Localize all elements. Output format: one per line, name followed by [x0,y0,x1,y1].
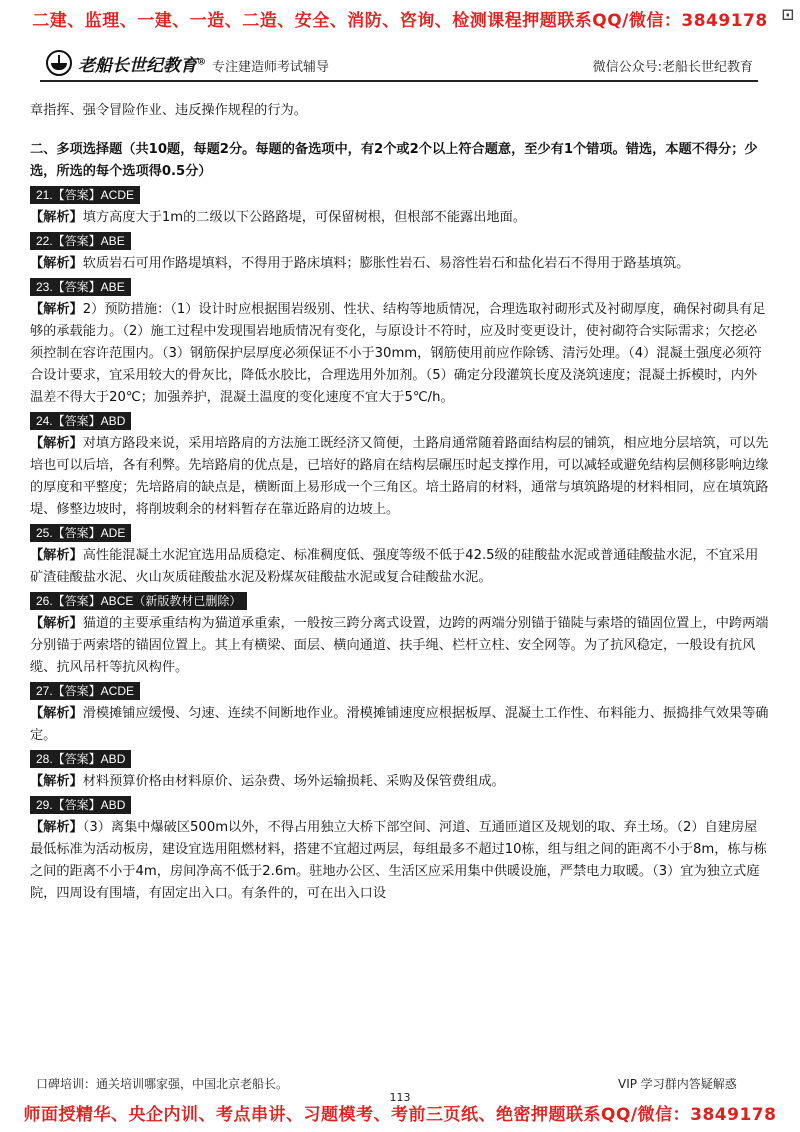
analysis-label: 【解析】 [30,706,83,721]
analysis-paragraph [30,545,770,589]
analysis-text: 对填方路段来说，采用培路肩的方法施工既经济又简便，土路肩通常随着路面结构层的铺筑，相应地分层培筑，可以先培也可以后培，各有利弊。先培路肩的优点是，已培好的路肩在结构层碾压时起支撑作用，可以减轻或避免结构层侧移影响边缘的厚度和平整度；先培路肩的缺点是，横断面上易形成一个三角区。培土路肩的材料，通常与填筑路堤的材料相同，应在填筑路堤、修整边坡时，将削坡剩余的材料暂存在靠近路肩的边坡上。 [30,436,769,517]
analysis-paragraph [30,771,770,793]
promo-banner-top: 二建、监理、一建、一造、二造、安全、消防、咨询、检测课程押题联系QQ/微信：3849178 [32,11,768,31]
answer-heading: 22.【答案】ABE [30,232,131,250]
analysis-label: 【解析】 [30,548,83,563]
header-divider [40,80,758,82]
footer-slogan: 口碑培训：通关培训哪家强，中国北京老船长。 [36,1077,289,1091]
tagline: 专注建造师考试辅导 [212,60,330,75]
analysis-text: （3）离集中爆破区500m以外，不得占用独立大桥下部空间、河道、互通匝道区及规划的取、弃土场。（2）自建房屋最低标准为活动板房，建设宜选用阻燃材料，搭建不宜超过两层，每组最多不超过10栋，组与组之间的距离不小于8m，栋与栋之间的距离不小于4m，房间净高不低于2.6m。驻地办公区、生活区应采用集中供暖设施，严禁电力取暖。（3）宜为独立式庭院，四周设有围墙，有固定出入口。有条件的，可在出入口设 [30,820,767,901]
answer-item [30,679,770,747]
analysis-label: 【解析】 [30,616,83,631]
analysis-text: 填方高度大于1m的二级以下公路路堤，可保留树根，但根部不能露出地面。 [82,210,526,225]
analysis-paragraph [30,207,770,229]
logo [46,50,206,76]
answer-item [30,793,770,905]
intro-paragraph: 章指挥、强令冒险作业、违反操作规程的行为。 [30,103,307,118]
analysis-label: 【解析】 [30,302,83,317]
document-body [30,100,770,905]
promo-banner-bottom: 师面授精华、央企内训、考点串讲、习题模考、考前三页纸、绝密押题联系QQ/微信：3849178 [23,1105,777,1125]
answer-item [30,589,770,679]
answer-heading: 29.【答案】ABD [30,796,131,814]
answer-heading: 24.【答案】ABD [30,412,131,430]
answer-heading: 27.【答案】ACDE [30,682,140,700]
answer-heading: 28.【答案】ABD [30,750,131,768]
answer-heading: 26.【答案】ABCE（新版教材已删除） [30,592,247,610]
section-title: 二、多项选择题（共10题，每题2分。每题的备选项中，有2个或2个以上符合题意，至少有1个错项。错选，本题不得分；少选，所选的每个选项得0.5分） [30,142,758,179]
analysis-paragraph [30,817,770,905]
analysis-text: 软质岩石可用作路堤填料，不得用于路床填料；膨胀性岩石、易溶性岩石和盐化岩石不得用于路基填筑。 [82,256,690,271]
ship-logo-icon [46,50,72,76]
logo-text: 老船长世纪教育® [78,55,206,76]
answer-item [30,275,770,409]
analysis-label: 【解析】 [30,210,83,225]
analysis-paragraph [30,299,770,409]
analysis-paragraph [30,613,770,679]
analysis-label: 【解析】 [30,774,83,789]
corner-mark: ⊡ [781,2,794,26]
analysis-text: 猫道的主要承重结构为猫道承重索，一般按三跨分离式设置，边跨的两端分别锚于锚陡与索塔的锚固位置上，中跨两端分别锚于两索塔的锚固位置上。其上有横梁、面层、横向通道、扶手绳、栏杆立柱、安全网等。为了抗风稳定，一般设有抗风缆、抗风吊杆等抗风构件。 [30,616,769,675]
answer-item [30,409,770,521]
footer-vip-note: VIP 学习群内答疑解惑 [618,1077,737,1091]
analysis-paragraph [30,253,770,275]
answer-item [30,229,770,275]
analysis-text: 滑模摊铺应缓慢、匀速、连续不间断地作业。滑模摊铺速度应根据板厚、混凝土工作性、布料能力、振捣排气效果等确定。 [30,706,769,743]
answer-heading: 25.【答案】ADE [30,524,131,542]
answer-item [30,747,770,793]
analysis-text: 材料预算价格由材料原价、运杂费、场外运输损耗、采购及保管费组成。 [82,774,505,789]
wechat-account: 微信公众号:老船长世纪教育 [592,60,753,75]
analysis-label: 【解析】 [30,820,83,835]
answer-heading: 23.【答案】ABE [30,278,131,296]
analysis-paragraph [30,703,770,747]
analysis-label: 【解析】 [30,436,83,451]
analysis-paragraph [30,433,770,521]
answer-heading: 21.【答案】ACDE [30,186,140,204]
analysis-label: 【解析】 [30,256,83,271]
page-header [40,48,755,80]
answer-item [30,521,770,589]
page-number: 113 [389,1091,411,1104]
analysis-text: 2）预防措施：（1）设计时应根据围岩级别、性状、结构等地质情况，合理选取衬砌形式及衬砌厚度，确保衬砌具有足够的承载能力。（2）施工过程中发现围岩地质情况有变化，与原设计不符时，应及时变更设计，使衬砌符合实际需求；欠挖必须控制在容许范围内。（3）钢筋保护层厚度必须保证不小于30mm，钢筋使用前应作除锈、清污处理。（4）混凝土强度必须符合设计要求，宜采用较大的骨灰比，降低水胶比，合理选用外加剂。（5）确定分段灌筑长度及浇筑速度；混凝土拆模时，内外温差不得大于20℃；加强养护，混凝土温度的变化速度不宜大于5℃/h。 [30,302,766,405]
answer-item [30,183,770,229]
analysis-text: 高性能混凝土水泥宜选用品质稳定、标准稠度低、强度等级不低于42.5级的硅酸盐水泥或普通硅酸盐水泥，不宜采用矿渣硅酸盐水泥、火山灰质硅酸盐水泥及粉煤灰硅酸盐水泥或复合硅酸盐水泥。 [30,548,759,585]
